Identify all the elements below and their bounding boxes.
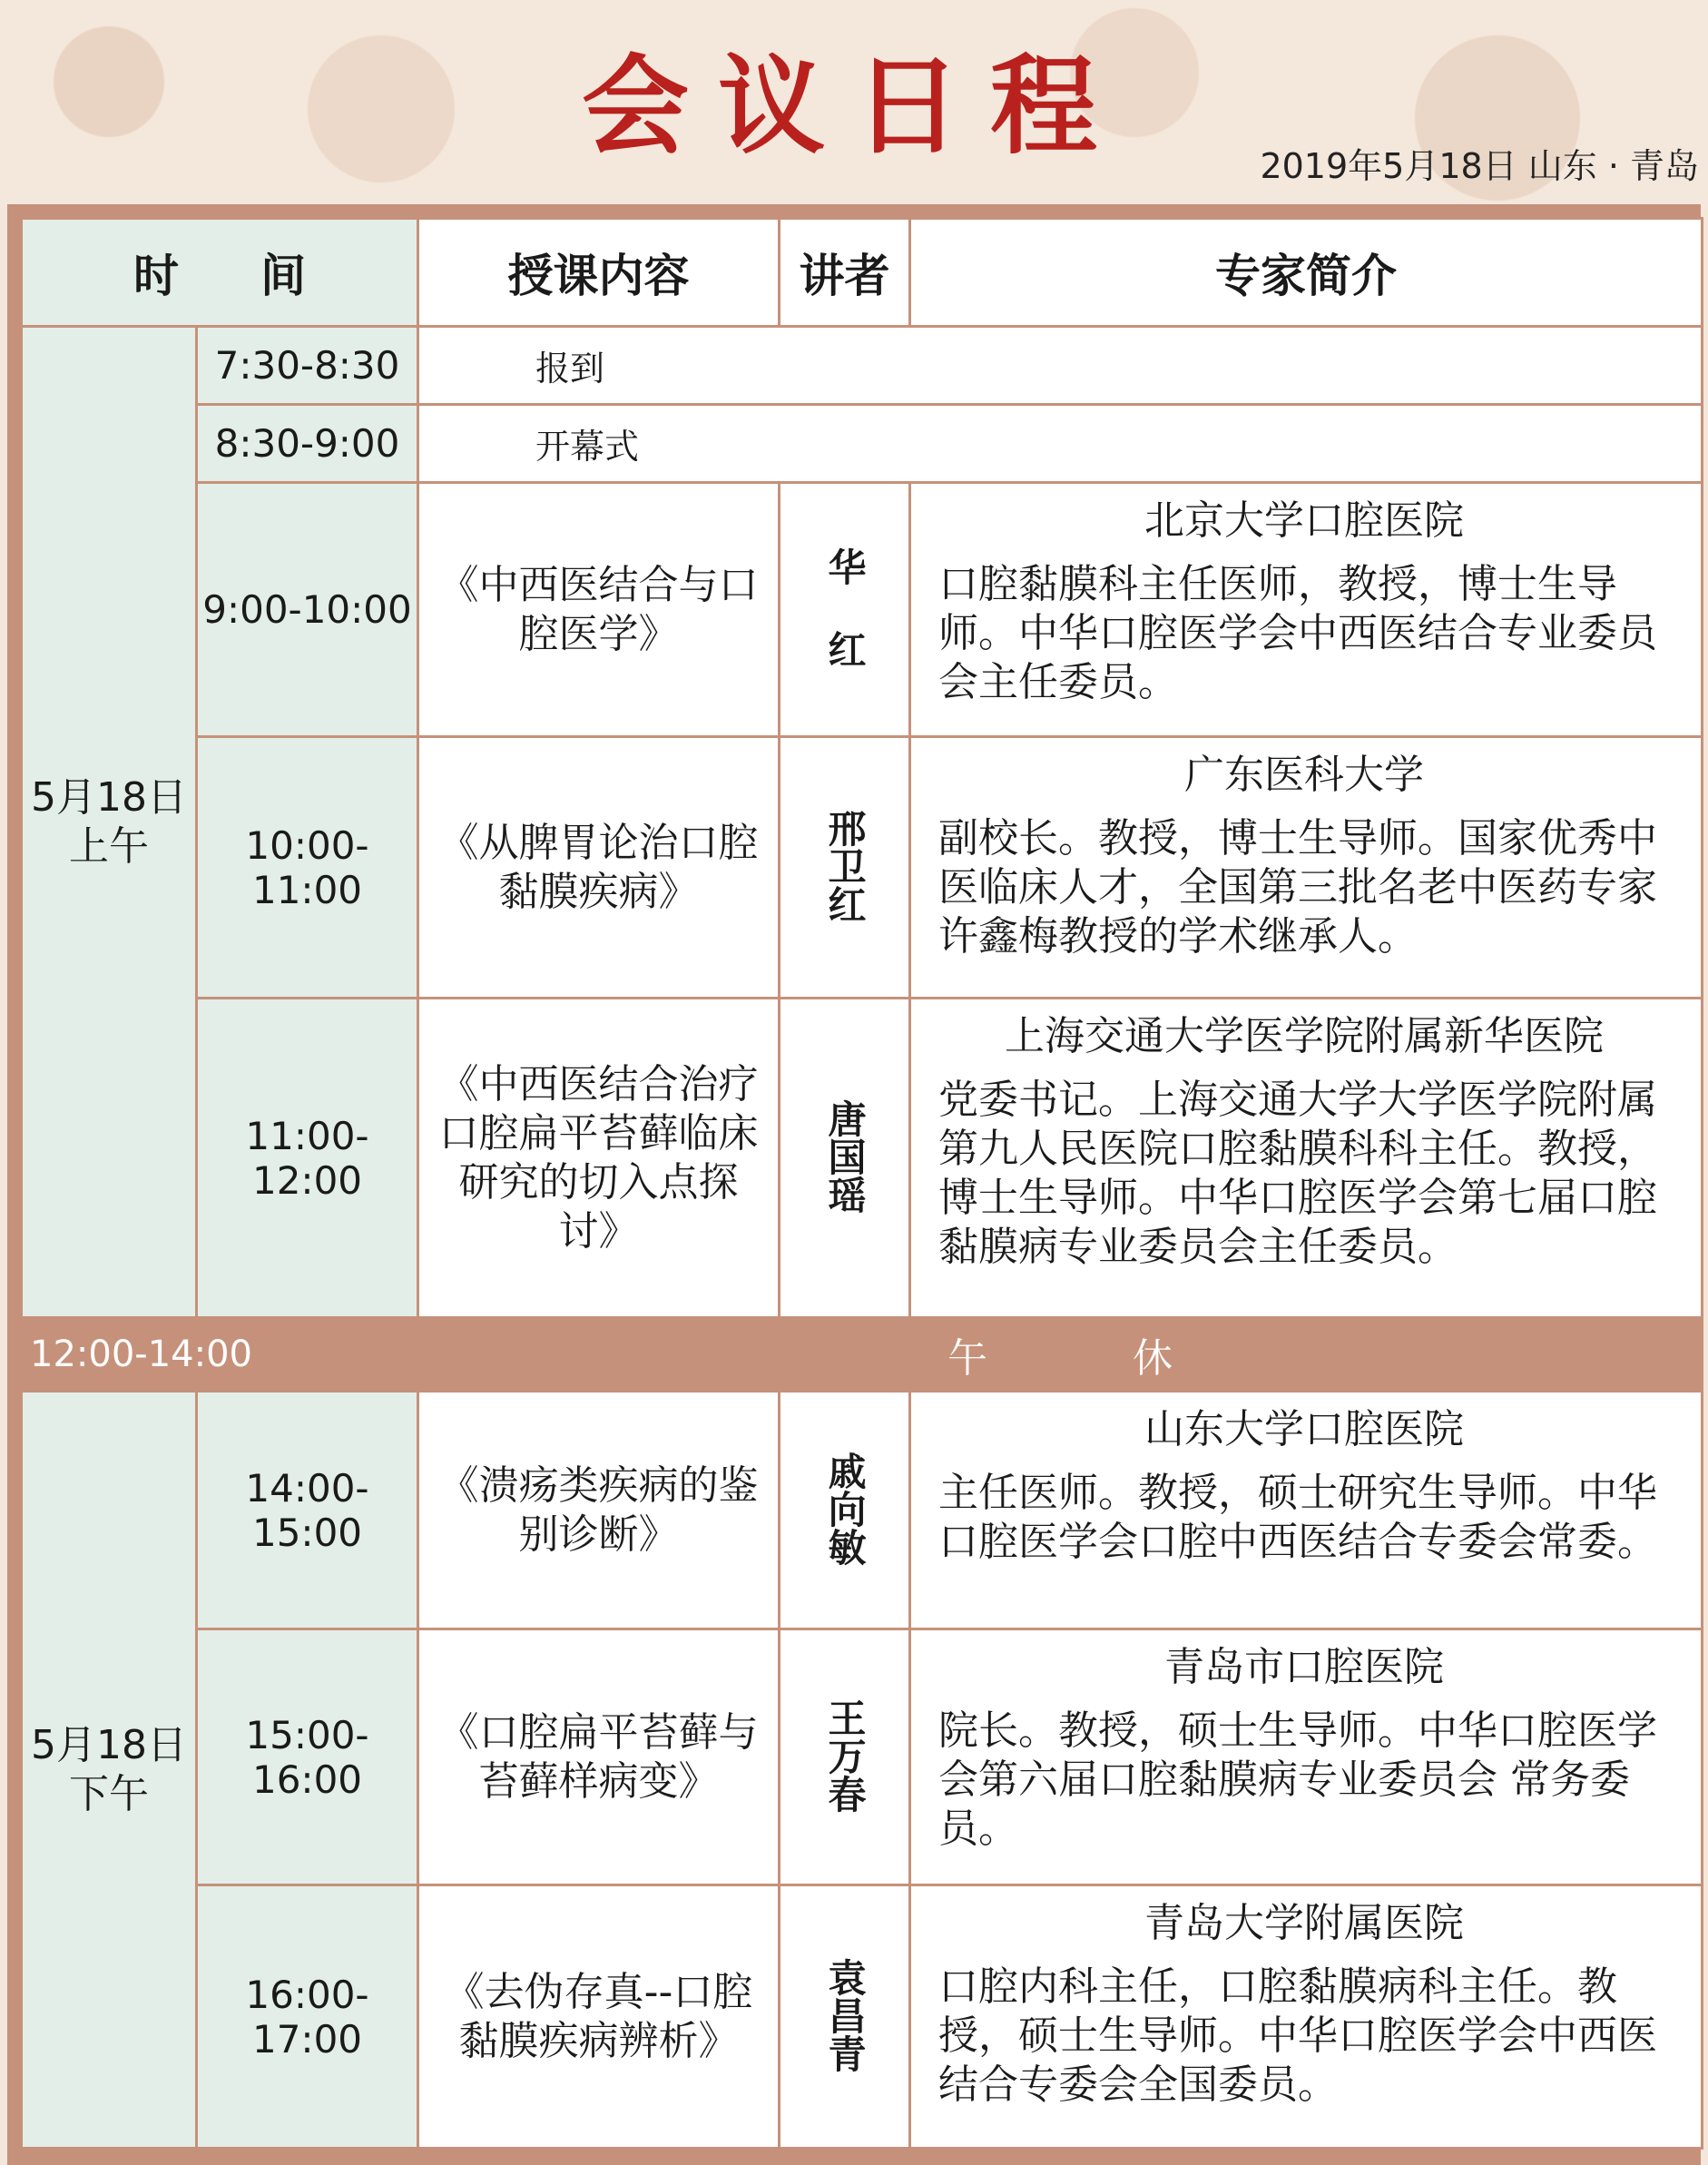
morning-date-label: 5月18日 上午	[31, 773, 187, 870]
time-cell: 14:00-15:00	[197, 1392, 418, 1629]
expert-desc: 副校长。教授，博士生导师。国家优秀中医临床人才，全国第三批名老中医药专家许鑫梅教授的学术继承人。	[938, 815, 1657, 959]
time-cell: 7:30-8:30	[197, 327, 418, 405]
afternoon-date-label: 5月18日 下午	[31, 1721, 187, 1817]
schedule-table	[20, 217, 1703, 2150]
expert-desc: 党委书记。上海交通大学大学医学院附属第九人民医院口腔黏膜科科主任。教授，博士生导师。中华口腔医学会第七届口腔黏膜病专业委员会主任委员。	[938, 1077, 1657, 1270]
topic-cell: 《去伪存真--口腔黏膜疾病辨析》	[418, 1885, 780, 2149]
speaker-cell	[780, 1885, 910, 2149]
table-row	[22, 405, 1703, 483]
expert-desc: 口腔内科主任，口腔黏膜病科主任。教授，硕士生导师。中华口腔医学会中西医结合专委会全国委员。	[938, 1963, 1657, 2108]
expert-cell	[910, 999, 1703, 1318]
topic-cell: 《从脾胃论治口腔黏膜疾病》	[418, 737, 780, 999]
time-cell: 8:30-9:00	[197, 405, 418, 483]
date-location: 2019年5月18日 山东 · 青岛	[1260, 146, 1699, 186]
expert-desc: 主任医师。教授，硕士研究生导师。中华口腔医学会口腔中西医结合专委会常委。	[938, 1470, 1657, 1565]
speaker-name: 袁昌青	[822, 1957, 868, 2072]
header-expert: 专家简介	[910, 219, 1703, 327]
expert-org: 北京大学口腔医院	[1144, 497, 1464, 544]
event-cell: 报到	[418, 327, 1703, 405]
break-label: 午休	[947, 1335, 1318, 1382]
speaker-cell	[780, 999, 910, 1318]
speaker-cell	[780, 483, 910, 737]
afternoon-date	[22, 1392, 197, 2149]
table-row	[22, 999, 1703, 1318]
speaker-name: 邢卫红	[822, 808, 868, 923]
event-cell: 开幕式	[418, 405, 1703, 483]
header-speaker: 讲者	[780, 219, 910, 327]
speaker-cell	[780, 1392, 910, 1629]
time-cell: 9:00-10:00	[197, 483, 418, 737]
morning-date	[22, 327, 197, 1318]
topic-cell: 《中西医结合与口腔医学》	[418, 483, 780, 737]
expert-org: 青岛大学附属医院	[1144, 1900, 1464, 1946]
expert-org: 山东大学口腔医院	[1144, 1406, 1464, 1452]
table-row	[22, 1392, 1703, 1629]
schedule-panel	[7, 204, 1701, 2165]
expert-org: 青岛市口腔医院	[1164, 1644, 1444, 1690]
break-label-cell	[418, 1318, 1703, 1392]
time-cell: 10:00-11:00	[197, 737, 418, 999]
header-topic: 授课内容	[418, 219, 780, 327]
expert-cell	[910, 1629, 1703, 1885]
expert-cell	[910, 737, 1703, 999]
page-title: 会议日程	[581, 43, 1126, 169]
speaker-name: 唐国瑶	[822, 1098, 868, 1214]
expert-org: 上海交通大学医学院附属新华医院	[1005, 1013, 1604, 1059]
time-cell: 16:00-17:00	[197, 1885, 418, 2149]
time-cell: 11:00-12:00	[197, 999, 418, 1318]
topic-cell: 《中西医结合治疗口腔扁平苔藓临床研究的切入点探讨》	[418, 999, 780, 1318]
speaker-name: 戚向敏	[822, 1451, 868, 1566]
speaker-name: 王万春	[822, 1698, 868, 1813]
expert-cell	[910, 483, 1703, 737]
topic-cell: 《口腔扁平苔藓与苔藓样病变》	[418, 1629, 780, 1885]
table-row	[22, 1629, 1703, 1885]
expert-cell	[910, 1885, 1703, 2149]
topic-cell: 《溃疡类疾病的鉴别诊断》	[418, 1392, 780, 1629]
expert-cell	[910, 1392, 1703, 1629]
lunch-break-row	[22, 1318, 1703, 1392]
speaker-cell	[780, 1629, 910, 1885]
expert-org: 广东医科大学	[1184, 752, 1424, 798]
expert-desc: 院长。教授，硕士生导师。中华口腔医学会第六届口腔黏膜病专业委员会 常务委员。	[938, 1707, 1657, 1852]
table-row	[22, 1885, 1703, 2149]
table-row	[22, 737, 1703, 999]
header-row	[22, 219, 1703, 327]
break-time: 12:00-14:00	[22, 1318, 418, 1392]
time-cell: 15:00-16:00	[197, 1629, 418, 1885]
table-row	[22, 483, 1703, 737]
expert-desc: 口腔黏膜科主任医师，教授，博士生导师。中华口腔医学会中西医结合专业委员会主任委员。	[938, 561, 1657, 705]
table-row	[22, 327, 1703, 405]
header-time: 时间	[22, 219, 418, 327]
speaker-cell	[780, 737, 910, 999]
speaker-name: 华 红	[822, 547, 868, 668]
